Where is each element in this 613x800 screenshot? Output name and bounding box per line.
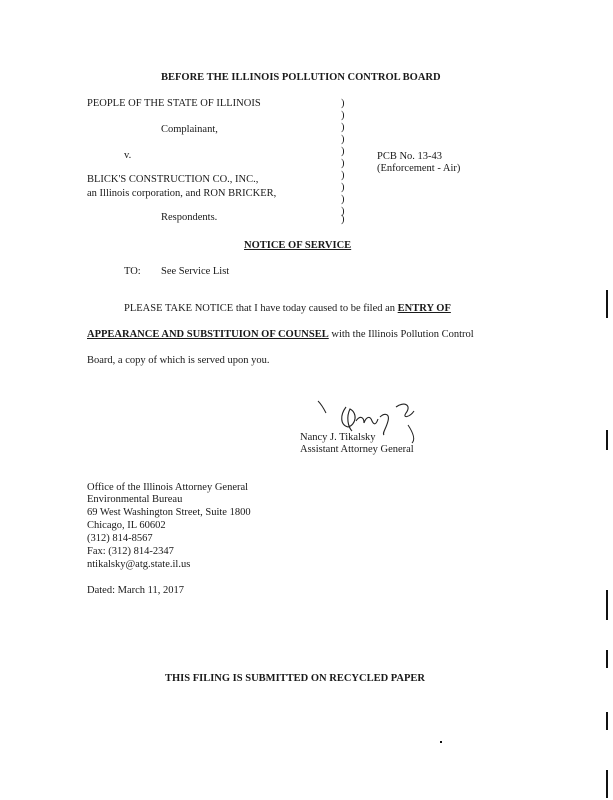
- plaintiff-role: Complainant,: [161, 124, 218, 135]
- versus-label: v.: [124, 150, 132, 161]
- document-page: BEFORE THE ILLINOIS POLLUTION CONTROL BOARD PEOPLE OF THE STATE OF ILLINOIS Complainant, v. BLICK'S CONSTRUCTION CO., INC., an Illinois corporation, and RON BRICKER, Respondents. ) ) ) ) ) ) ) ) ) ) ) PCB No. 13-43 (Enforcement - Air) NOTICE OF SERVICE TO: See Service List PLEASE TAKE NOTICE that I have today caused to be filed an ENTRY OF APPEARANCE AND SUBSTITUION OF COUNSEL with the Illinois Pollution Control Board, a copy of which is served upon you. Nancy J. Tikalsky Assistant Attorney General Office of the Illinois Attorney General Environmental Bureau 69 West Washington Street, Suite 1800 Chicago, IL 60602 (312) 814-8567 Fax: (312) 814-2347 ntikalsky@atg.state.il.us Dated: March 11, 2017 THIS FILING IS SUBMITTED ON RECYCLED PAPER: [0, 0, 613, 800]
- office-phone: (312) 814-8567: [87, 533, 153, 544]
- body-line-2-bold: APPEARANCE AND SUBSTITUION OF COUNSEL: [87, 329, 329, 340]
- body-line-2: [87, 329, 474, 341]
- scan-mark: [606, 770, 608, 798]
- office-line-4: Chicago, IL 60602: [87, 520, 166, 531]
- scan-mark: [606, 650, 608, 668]
- scan-dot: [440, 741, 442, 743]
- signatory-title: Assistant Attorney General: [300, 444, 414, 455]
- case-type: (Enforcement - Air): [377, 163, 461, 174]
- body-line-3: Board, a copy of which is served upon you.: [87, 355, 270, 366]
- body-line-1-text: PLEASE TAKE NOTICE that I have today caused to be filed an: [124, 303, 398, 314]
- office-line-1: Office of the Illinois Attorney General: [87, 482, 249, 493]
- defendant-role: Respondents.: [161, 212, 218, 223]
- scan-mark: [606, 430, 608, 450]
- body-line-2-text: with the Illinois Pollution Control: [328, 329, 474, 340]
- defendant-line2: an Illinois corporation, and RON BRICKER,: [87, 188, 277, 199]
- body-line-1: [124, 303, 451, 315]
- office-email: ntikalsky@atg.state.il.us: [87, 559, 191, 570]
- notice-title: NOTICE OF SERVICE: [244, 240, 352, 251]
- to-label: TO:: [124, 266, 141, 277]
- office-line-2: Environmental Bureau: [87, 494, 183, 505]
- scan-mark: [606, 590, 608, 620]
- defendant-line1: BLICK'S CONSTRUCTION CO., INC.,: [87, 174, 259, 185]
- signatory-name: Nancy J. Tikalsky: [300, 432, 376, 443]
- scan-mark: [606, 290, 608, 318]
- to-value: See Service List: [161, 266, 230, 277]
- scan-mark: [606, 712, 608, 730]
- dated-line: Dated: March 11, 2017: [87, 585, 185, 596]
- case-number: PCB No. 13-43: [377, 151, 443, 162]
- plaintiff-name: PEOPLE OF THE STATE OF ILLINOIS: [87, 98, 261, 109]
- office-line-3: 69 West Washington Street, Suite 1800: [87, 507, 251, 518]
- office-fax: Fax: (312) 814-2347: [87, 546, 174, 557]
- court-heading: BEFORE THE ILLINOIS POLLUTION CONTROL BOARD: [161, 72, 441, 83]
- body-line-1-bold: ENTRY OF: [397, 303, 451, 314]
- recycled-paper-footer: THIS FILING IS SUBMITTED ON RECYCLED PAPER: [165, 673, 426, 684]
